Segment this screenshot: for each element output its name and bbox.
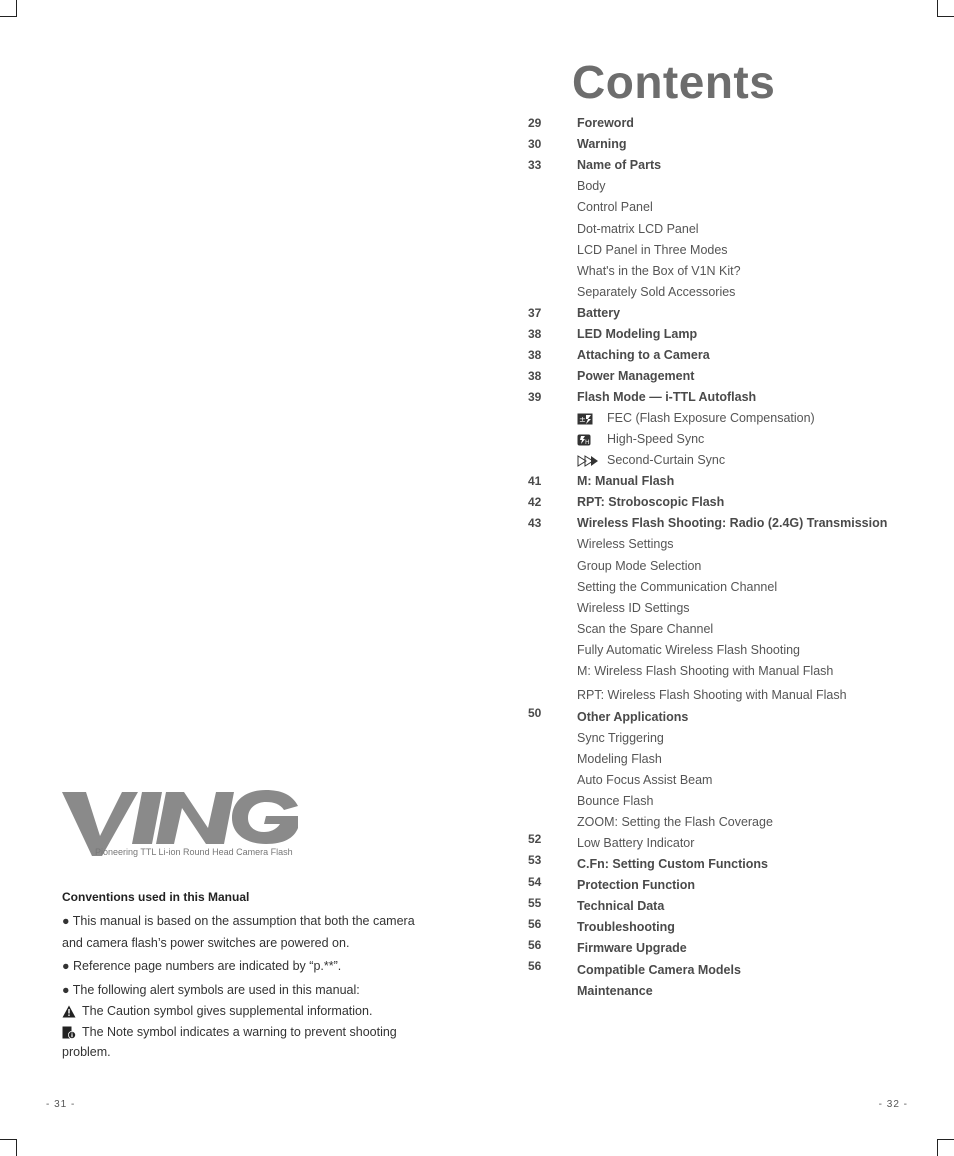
toc-page-number: 29 <box>528 116 542 130</box>
toc-section-title: Other Applications <box>577 710 689 724</box>
toc-subsection-title: What's in the Box of V1N Kit? <box>577 264 741 278</box>
toc-subsection-title: Low Battery Indicator <box>577 836 695 850</box>
toc-subsection-title: Group Mode Selection <box>577 559 702 573</box>
toc-subsection-title: Auto Focus Assist Beam <box>577 773 713 787</box>
toc-subsection-title: High-Speed Sync <box>607 432 705 446</box>
conventions-line: ● Reference page numbers are indicated by “p.**”. <box>62 959 342 973</box>
toc-section-title: Battery <box>577 306 621 320</box>
conventions-title: Conventions used in this Manual <box>62 890 250 904</box>
toc-section-title: RPT: Stroboscopic Flash <box>577 495 725 509</box>
toc-section-title: Wireless Flash Shooting: Radio (2.4G) Transmission <box>577 516 888 530</box>
toc-page-number: 43 <box>528 516 542 530</box>
toc-page-number: 41 <box>528 474 542 488</box>
toc-page-number: 56 <box>528 917 542 931</box>
toc-page-number: 56 <box>528 938 542 952</box>
toc-page-number: 30 <box>528 137 542 151</box>
toc-section-title: Warning <box>577 137 627 151</box>
toc-subsection-title: Modeling Flash <box>577 752 662 766</box>
conventions-line: ● This manual is based on the assumption that both the camera <box>62 914 415 928</box>
toc-subsection-title: Bounce Flash <box>577 794 654 808</box>
svg-text:±: ± <box>579 415 586 424</box>
conventions-line: problem. <box>62 1045 111 1059</box>
toc-section-title: Compatible Camera Models <box>577 963 741 977</box>
toc-subsection-title: Fully Automatic Wireless Flash Shooting <box>577 643 801 657</box>
svg-text:H: H <box>585 439 590 446</box>
toc-subsection-title: Scan the Spare Channel <box>577 622 714 636</box>
toc-section-title: Troubleshooting <box>577 920 675 934</box>
toc-subsection-title: Second-Curtain Sync <box>607 453 726 467</box>
toc-section-title: Name of Parts <box>577 158 662 172</box>
toc-section-title: Attaching to a Camera <box>577 348 710 362</box>
toc-subsection-title: Wireless Settings <box>577 537 674 551</box>
fec-icon <box>577 413 593 425</box>
toc-page-number: 52 <box>528 832 542 846</box>
toc-page-number: 42 <box>528 495 542 509</box>
conventions-line: The Caution symbol gives supplemental information. <box>82 1004 373 1018</box>
toc-subsection-title: FEC (Flash Exposure Compensation) <box>607 411 815 425</box>
toc-section-title: Firmware Upgrade <box>577 941 687 955</box>
toc-subsection-title: Separately Sold Accessories <box>577 285 736 299</box>
toc-section-title: C.Fn: Setting Custom Functions <box>577 857 768 871</box>
toc-page-number: 33 <box>528 158 542 172</box>
toc-subsection-title: Sync Triggering <box>577 731 664 745</box>
toc-section-title: Protection Function <box>577 878 696 892</box>
conventions-line: and camera flash’s power switches are powered on. <box>62 936 350 950</box>
toc-page-number: 39 <box>528 390 542 404</box>
folio-right: - 32 - <box>878 1099 908 1110</box>
folio-left: - 31 - <box>46 1099 76 1110</box>
toc-page-number: 38 <box>528 348 542 362</box>
toc-section-title: M: Manual Flash <box>577 474 675 488</box>
toc-page-number: 54 <box>528 875 542 889</box>
toc-section-title: Technical Data <box>577 899 665 913</box>
toc-subsection-title: M: Wireless Flash Shooting with Manual Flash <box>577 664 834 678</box>
toc-subsection-title: Wireless ID Settings <box>577 601 690 615</box>
logo-tagline: Pioneering TTL Li-ion Round Head Camera Flash <box>95 847 293 857</box>
conventions-line: The Note symbol indicates a warning to prevent shooting <box>82 1025 397 1039</box>
toc-page-number: 38 <box>528 327 542 341</box>
toc-page-number: 38 <box>528 369 542 383</box>
toc-section-title: LED Modeling Lamp <box>577 327 698 341</box>
caution-icon <box>62 1005 76 1018</box>
toc-subsection-title: LCD Panel in Three Modes <box>577 243 728 257</box>
toc-page-number: 53 <box>528 853 542 867</box>
toc-section-title: Flash Mode — i-TTL Autoflash <box>577 390 757 404</box>
toc-page-number: 56 <box>528 959 542 973</box>
toc-page-number: 37 <box>528 306 542 320</box>
toc-page-number: 55 <box>528 896 542 910</box>
conventions-line: ● The following alert symbols are used in this manual: <box>62 983 360 997</box>
toc-page-number: 50 <box>528 706 542 720</box>
toc-subsection-title: Setting the Communication Channel <box>577 580 778 594</box>
toc-section-title: Maintenance <box>577 984 653 998</box>
toc-section-title: Foreword <box>577 116 634 130</box>
toc-subsection-title: Control Panel <box>577 200 653 214</box>
second-curtain-sync-icon <box>577 455 599 467</box>
toc-subsection-title: ZOOM: Setting the Flash Coverage <box>577 815 773 829</box>
note-icon <box>62 1026 76 1039</box>
toc-subsection-title: Dot-matrix LCD Panel <box>577 222 699 236</box>
page-title: Contents <box>572 56 776 108</box>
toc-section-title: Power Management <box>577 369 695 383</box>
high-speed-sync-icon <box>577 434 593 446</box>
toc-subsection-title: Body <box>577 179 606 193</box>
toc-subsection-title: RPT: Wireless Flash Shooting with Manual Flash <box>577 688 847 702</box>
